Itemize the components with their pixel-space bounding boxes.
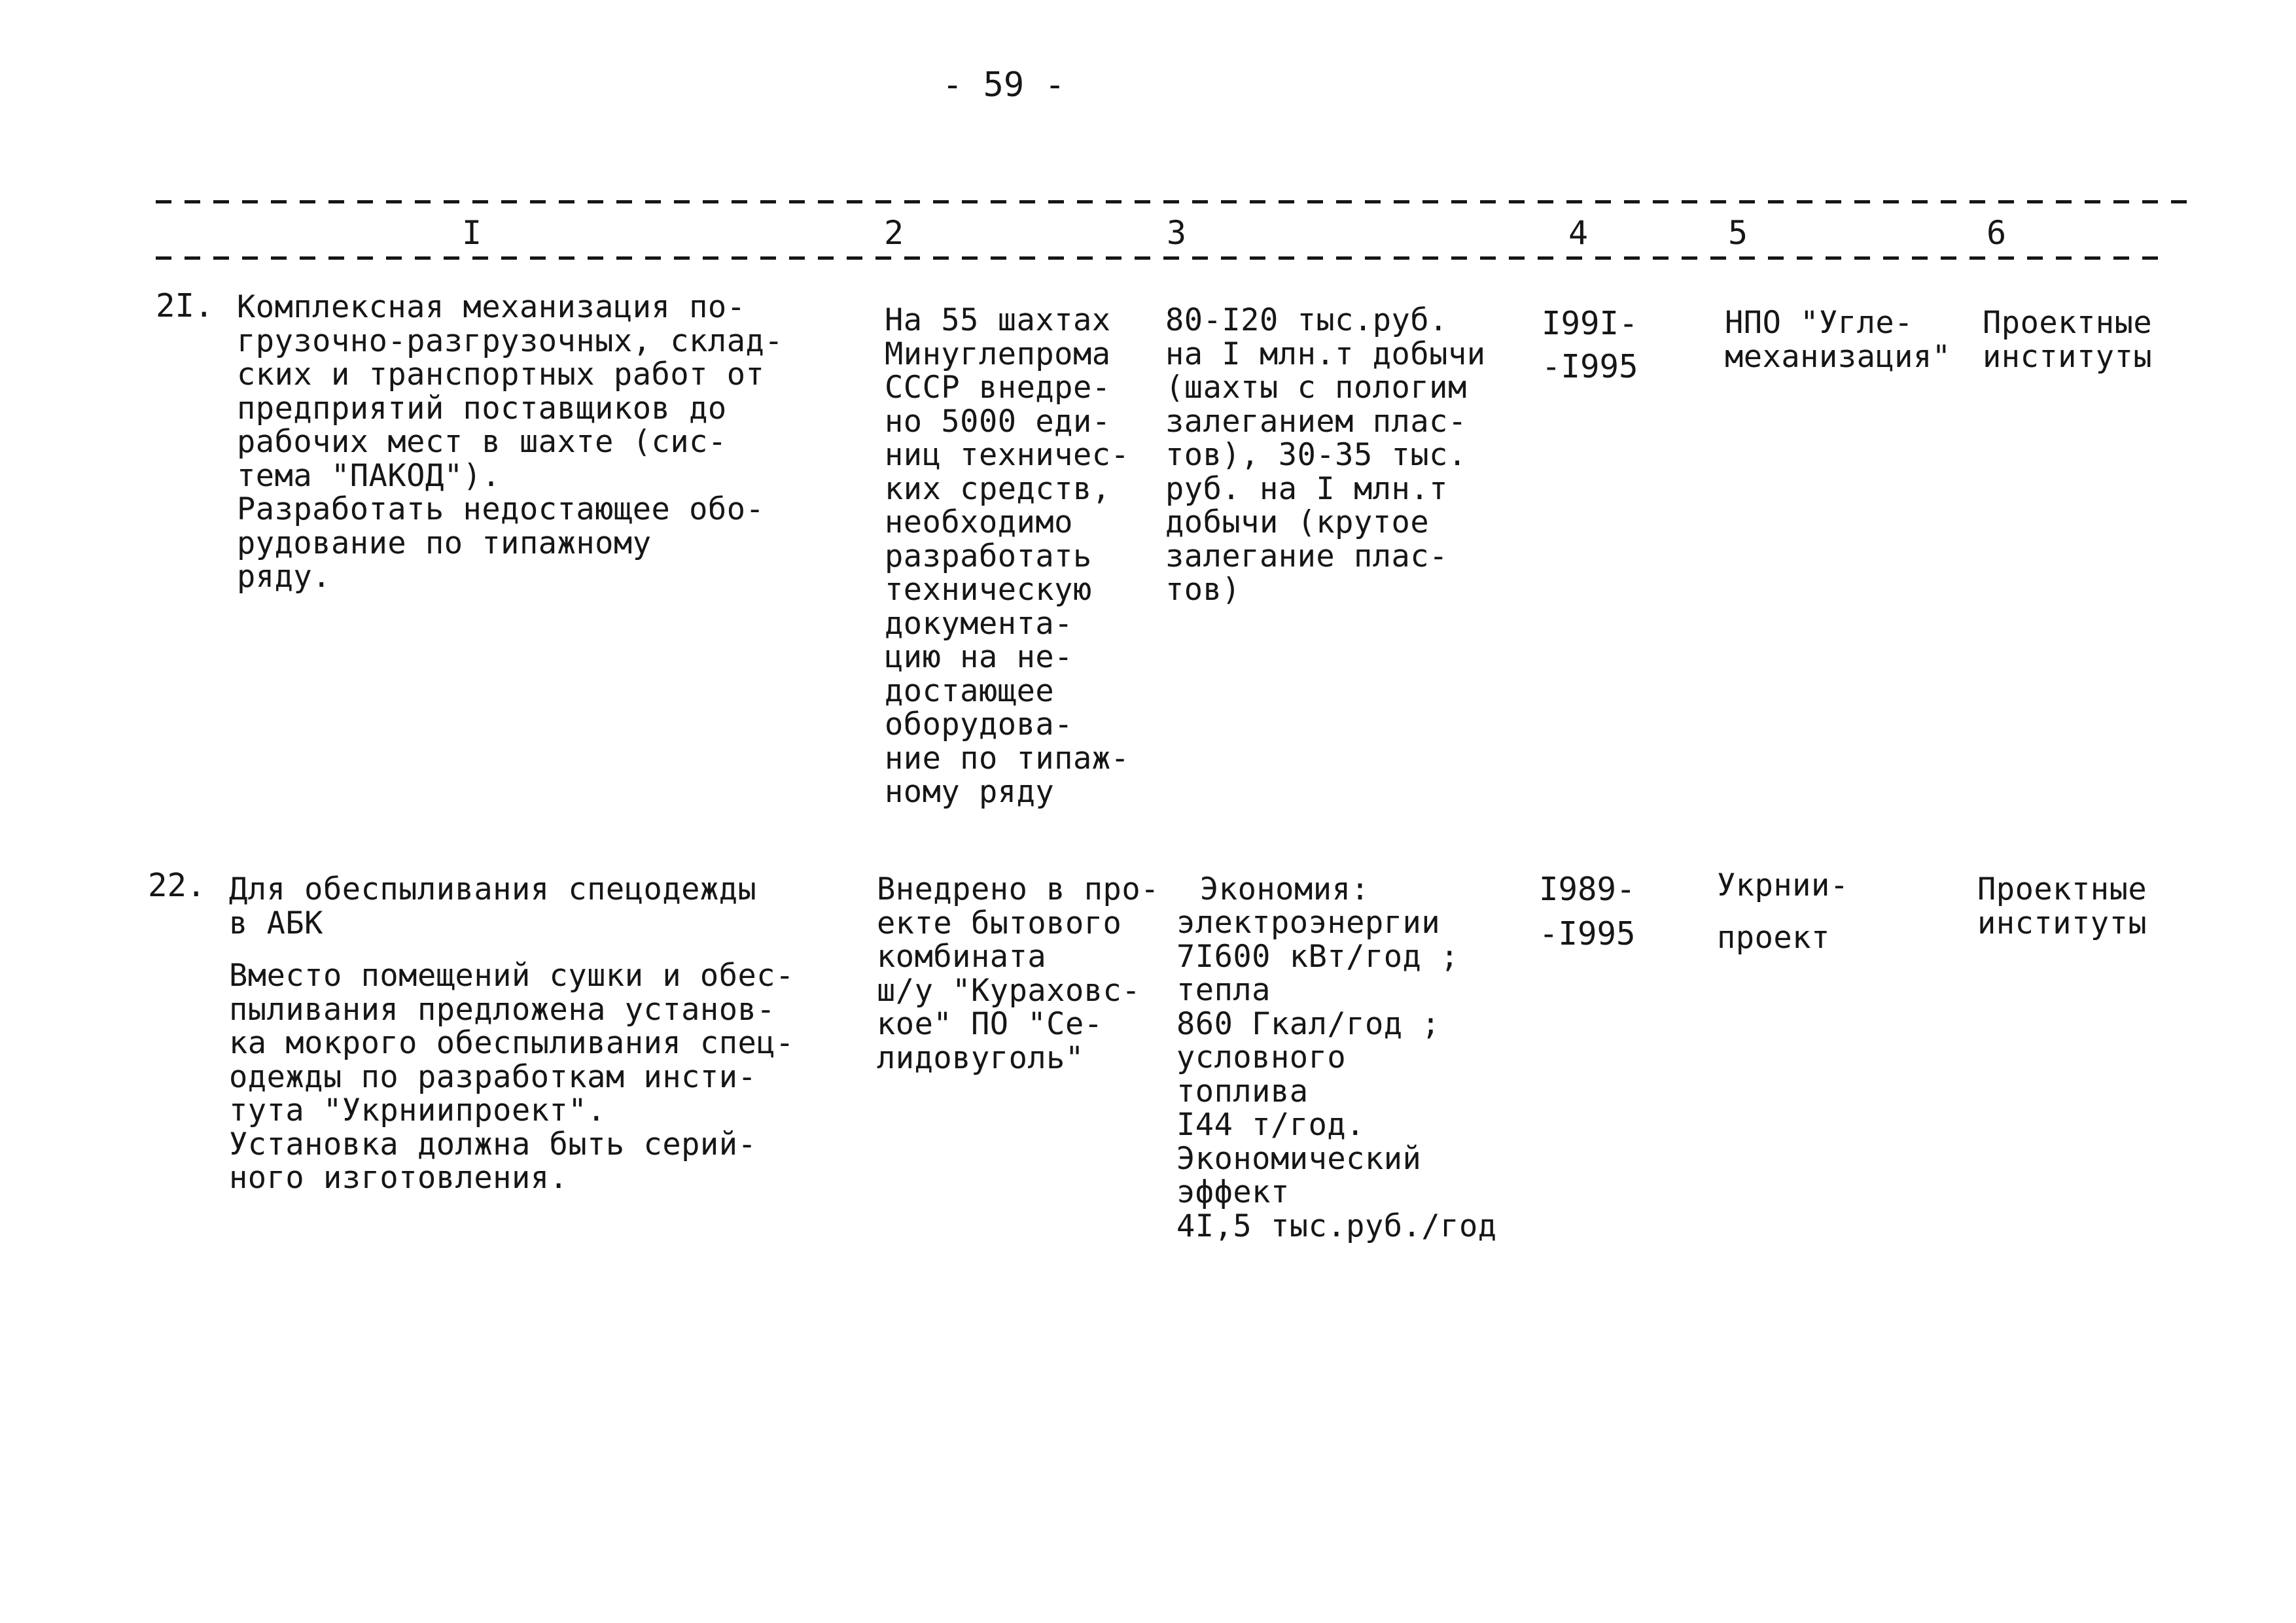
implementation-period: I989- -I995	[1539, 871, 1636, 952]
participating-organizations: Проектные институты	[1983, 305, 2153, 375]
work-description: Вместо помещений сушки и обес- пыливания предложена установ- ка мокрого обеспыливания спец- одежды по разработкам инсти- тута "Укрниипроект". Установка должна быть серий- ного изготовления.	[229, 958, 794, 1196]
column-header-3: 3	[1167, 214, 1187, 252]
implementation-period: I99I- -I995	[1542, 305, 1638, 385]
economic-effect-heading: Экономия:	[1200, 871, 1370, 907]
economic-effect: 80-I20 тыс.руб. на I млн.т добычи (шахты с пологим залеганием плас- тов), 30-35 тыс. руб. на I млн.т добычи (крутое залегание плас- тов)	[1165, 302, 1486, 608]
work-description: Комплексная механизация по- грузочно-разгрузочных, склад- ских и транспортных работ от предприятий поставщиков до рабочих мест в шахте (сис- тема "ПАКОД"). Разработать недостающее обо- рудование по типажному ряду.	[237, 289, 784, 595]
implementation-status: На 55 шахтах Минуглепрома СССР внедре- но 5000 еди- ниц техничес- ких средств, необходимо разработать техническую документа- цию на не- достающее оборудова- ние по типаж- ному ряду	[885, 302, 1130, 810]
column-header-4: 4	[1568, 214, 1589, 252]
responsible-organization: НПО "Угле- механизация"	[1725, 305, 1951, 375]
responsible-organization: Укрнии- проект	[1717, 867, 1849, 956]
column-header-6: 6	[1987, 214, 2007, 252]
column-header-5: 5	[1728, 214, 1748, 252]
economic-effect: электроэнергии 7I600 кВт/год ; тепла 860 Гкал/год ; условного топлива I44 т/год. Экономический эффект 4I,5 тыс.руб./год	[1176, 905, 1497, 1244]
column-header-2: 2	[884, 214, 904, 252]
row-number: 22.	[148, 867, 206, 904]
participating-organizations: Проектные институты	[1977, 871, 2147, 941]
work-title: Для обеспыливания спецодежды в АБК	[229, 871, 757, 941]
implementation-status: Внедрено в про- екте бытового комбината ш/у "Кураховс- кое" ПО "Се- лидовуголь"	[877, 871, 1159, 1076]
column-header-1: I	[462, 214, 482, 252]
header-top-rule	[156, 200, 2197, 203]
page-number: - 59 -	[942, 65, 1065, 105]
row-number: 2I.	[156, 287, 214, 324]
header-bottom-rule	[156, 256, 2158, 260]
